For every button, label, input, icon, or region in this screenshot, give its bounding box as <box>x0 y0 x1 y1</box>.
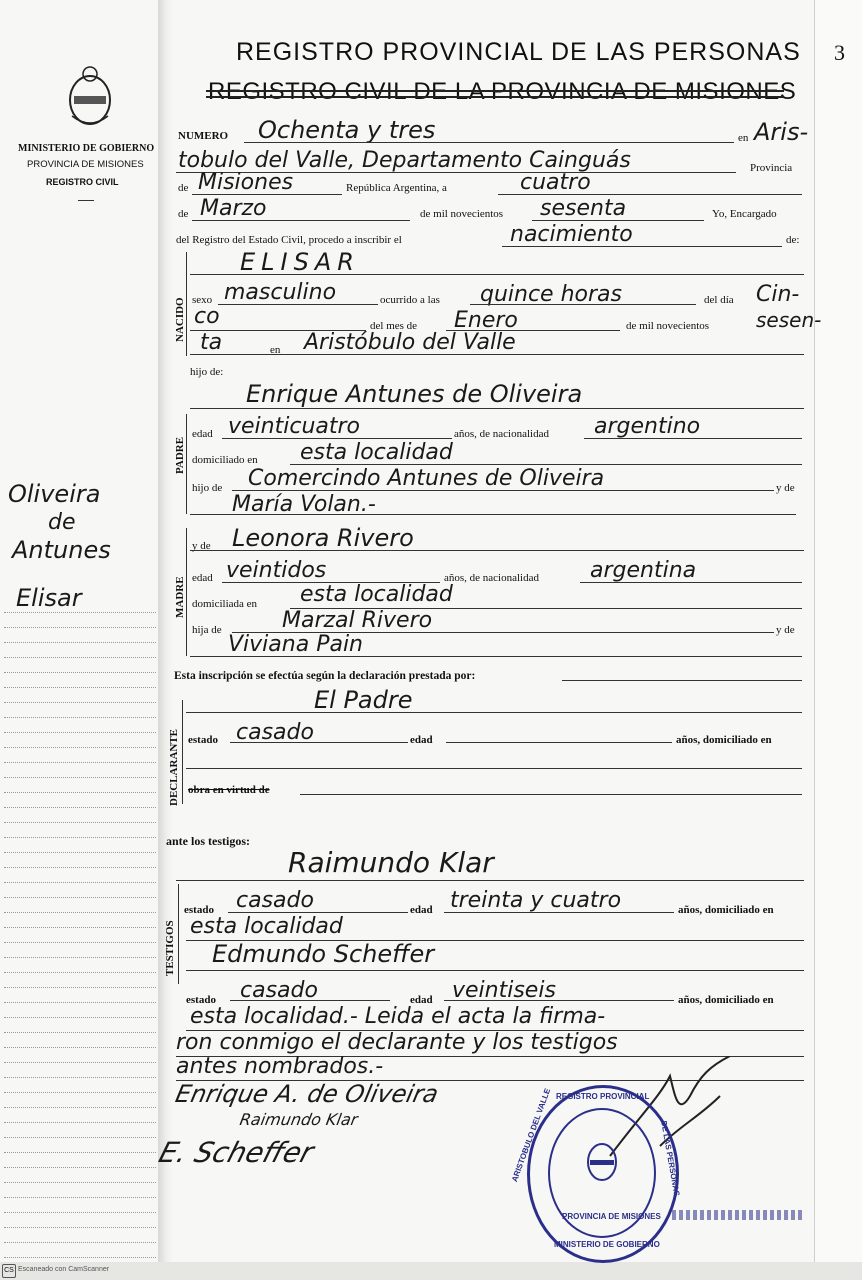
margin-ruled-line <box>4 1122 156 1123</box>
label-anios-nac: años, de nacionalidad <box>454 428 549 440</box>
label-edad3: edad <box>410 734 433 746</box>
label-inscripcion: Esta inscripción se efectúa según la declaración prestada por: <box>174 670 476 682</box>
signature-testigo2: E. Scheffer <box>155 1136 318 1169</box>
margin-ruled-line <box>4 942 156 943</box>
label-de: de <box>178 182 189 194</box>
label-del-dia: del día <box>704 294 734 306</box>
field-dia-nac-1: Cin- <box>756 282 800 307</box>
book-spine <box>158 0 172 1265</box>
margin-ruled-line <box>4 1137 156 1138</box>
field-testigo1-dom: esta localidad <box>190 914 343 939</box>
margin-note-de: de <box>48 510 76 535</box>
margin-ruled-line <box>4 747 156 748</box>
ministry-label: MINISTERIO DE GOBIERNO <box>18 143 155 154</box>
label-provincia: Provincia <box>750 162 793 174</box>
field-padre-padre: Comercindo Antunes de Oliveira <box>248 466 605 491</box>
label-ante-testigos: ante los testigos: <box>166 834 250 848</box>
field-testigo2: Edmundo Scheffer <box>212 940 435 968</box>
field-padre-nombre: Enrique Antunes de Oliveira <box>246 380 583 408</box>
field-testigo1-estado: casado <box>236 888 314 913</box>
margin-ruled-line <box>4 822 156 823</box>
field-anio-nac-2: ta <box>200 330 223 355</box>
stamp-text-left: ARISTOBULO DEL VALLE <box>510 1087 553 1184</box>
margin-note-name: Elisar <box>16 584 82 612</box>
field-declarante-estado: casado <box>236 720 314 745</box>
label-edad4: edad <box>410 904 433 916</box>
margin-ruled-line <box>4 1077 156 1078</box>
label-y-de2: y de <box>192 540 211 552</box>
field-madre-dom: esta localidad <box>300 582 453 607</box>
stamp-text-bottom: PROVINCIA DE MISIONES <box>562 1212 661 1221</box>
margin-ruled-line <box>4 882 156 883</box>
stamp-emblem-icon <box>584 1140 620 1184</box>
label-yo-encargado: Yo, Encargado <box>712 208 777 220</box>
field-madre-madre: Viviana Pain <box>228 632 363 657</box>
field-anio: sesenta <box>540 196 627 221</box>
label-de3: de: <box>786 234 800 246</box>
field-dia: cuatro <box>520 170 591 195</box>
field-cierre-3: antes nombrados.- <box>176 1054 384 1079</box>
label-del-mes: del mes de <box>370 320 418 332</box>
section-padre: PADRE <box>174 436 186 474</box>
margin-ruled-line <box>4 717 156 718</box>
section-madre: MADRE <box>174 576 186 618</box>
margin-ruled-line <box>4 792 156 793</box>
field-declarante: El Padre <box>314 686 413 714</box>
margin-ruled-line <box>4 1167 156 1168</box>
margin-note-surname: Oliveira <box>8 480 101 508</box>
field-testigo1-edad: treinta y cuatro <box>450 888 622 913</box>
field-lugar-nac: Aristóbulo del Valle <box>304 330 516 355</box>
margin-ruled-line <box>4 1017 156 1018</box>
title-strike-1 <box>206 90 784 92</box>
stamp-text-top: REGISTRO PROVINCIAL <box>556 1092 650 1101</box>
field-madre-padre: Marzal Rivero <box>282 608 433 633</box>
page-edge <box>814 0 862 1280</box>
margin-ruled-line <box>4 852 156 853</box>
title-strike-2 <box>206 96 784 98</box>
margin-ruled-line <box>4 657 156 658</box>
field-testigo1: Raimundo Klar <box>288 846 494 879</box>
field-lugar-2: tobulo del Valle, Departamento Cainguás <box>178 148 631 173</box>
margin-ruled-line <box>4 972 156 973</box>
margin-ruled-line <box>4 927 156 928</box>
margin-ruled-line <box>4 732 156 733</box>
field-numero: Ochenta y tres <box>258 116 436 144</box>
section-testigos: TESTIGOS <box>164 920 176 976</box>
label-registro: del Registro del Estado Civil, procedo a inscribir el <box>176 234 402 246</box>
margin-ruled-line <box>4 702 156 703</box>
stamp-text-right: DE LAS PERSONAS <box>659 1120 682 1197</box>
section-nacido: NACIDO <box>174 297 186 342</box>
field-provincia: Misiones <box>198 170 294 195</box>
stamp-smudge <box>672 1210 802 1220</box>
margin-ruled-line <box>4 1062 156 1063</box>
margin-ruled-line <box>4 1212 156 1213</box>
field-acto: nacimiento <box>510 222 633 247</box>
field-sexo: masculino <box>224 280 337 305</box>
page-title: REGISTRO PROVINCIAL DE LAS PERSONAS <box>236 38 801 66</box>
field-cierre-2: ron conmigo el declarante y los testigos <box>176 1030 618 1055</box>
label-sexo: sexo <box>192 294 213 306</box>
margin-ruled-line <box>4 957 156 958</box>
margin-ruled-line <box>4 1242 156 1243</box>
margin-ruled-line <box>4 897 156 898</box>
margin-ruled-line <box>4 1197 156 1198</box>
label-numero: NUMERO <box>178 130 229 142</box>
label-mil-novecientos: de mil novecientos <box>420 208 504 220</box>
section-declarante: DECLARANTE <box>168 728 180 806</box>
scan-bottom-strip <box>0 1262 862 1280</box>
margin-ruled-line <box>4 1002 156 1003</box>
field-nombre: ELISAR <box>240 248 360 276</box>
margin-ruled-line <box>4 807 156 808</box>
signature-padre: Enrique A. de Oliveira <box>173 1080 441 1108</box>
margin-ruled-line <box>4 672 156 673</box>
field-testigo2-estado: casado <box>240 978 318 1003</box>
field-madre-nombre: Leonora Rivero <box>232 524 414 552</box>
margin-ruled-line <box>4 1257 156 1258</box>
margin-ruled-line <box>4 867 156 868</box>
margin-ruled-line <box>4 777 156 778</box>
margin-ruled-line <box>4 1182 156 1183</box>
field-padre-edad: veinticuatro <box>228 414 360 439</box>
label-en: en <box>738 132 749 144</box>
field-mes-nac: Enero <box>454 308 518 333</box>
field-madre-nac: argentina <box>590 558 697 583</box>
margin-ruled-line <box>4 1047 156 1048</box>
margin-ruled-line <box>4 1152 156 1153</box>
label-domiciliado: domiciliado en <box>192 454 258 466</box>
field-dia-nac-2: co <box>194 304 220 329</box>
margin-ruled-line <box>4 642 156 643</box>
field-anio-nac-1: sesen- <box>756 308 822 332</box>
province-label: PROVINCIA DE MISIONES <box>27 159 144 170</box>
label-edad2: edad <box>192 572 213 584</box>
margin-ruled-line <box>4 912 156 913</box>
field-mes: Marzo <box>200 196 267 221</box>
label-anios-dom: años, domiciliado en <box>676 734 772 746</box>
margin-ruled-line <box>4 762 156 763</box>
field-hora: quince horas <box>480 282 622 307</box>
field-padre-madre: María Volan.- <box>232 492 376 517</box>
signature-testigo1: Raimundo Klar <box>238 1110 360 1129</box>
label-domiciliada: domiciliada en <box>192 598 258 610</box>
label-anios-nac2: años, de nacionalidad <box>444 572 539 584</box>
margin-ruled-line <box>4 1032 156 1033</box>
label-ocurrido: ocurrido a las <box>380 294 440 306</box>
page-number: 3 <box>834 40 845 65</box>
field-madre-edad: veintidos <box>226 558 327 583</box>
field-testigo2-edad: veintiseis <box>452 978 556 1003</box>
struck-title: REGISTRO CIVIL DE LA PROVINCIA DE MISIONES <box>208 78 797 105</box>
margin-ruled-line <box>4 687 156 688</box>
camscanner-icon: CS <box>2 1264 16 1278</box>
margin-note-surname2: Antunes <box>12 536 111 564</box>
margin-ruled-line <box>4 627 156 628</box>
label-obra: obra en virtud de <box>188 784 270 796</box>
margin-ruled-line <box>4 1092 156 1093</box>
margin-ruled-line <box>4 1107 156 1108</box>
label-anios-dom3: años, domiciliado en <box>678 994 774 1006</box>
label-hijo-de2: hijo de <box>192 482 223 494</box>
margin-ruled-line <box>4 987 156 988</box>
stamp-text-base: MINISTERIO DE GOBIERNO <box>554 1240 660 1249</box>
label-y-de3: y de <box>776 624 795 636</box>
field-padre-dom: esta localidad <box>300 440 453 465</box>
margin-ruled-line <box>4 1227 156 1228</box>
field-lugar-1: Aris- <box>754 118 809 146</box>
field-padre-nac: argentino <box>594 414 701 439</box>
label-en2: en <box>270 344 281 356</box>
scanner-footer: Escaneado con CamScanner <box>18 1266 110 1273</box>
label-hijo-de: hijo de: <box>190 366 224 378</box>
sidebar-divider <box>78 200 94 201</box>
margin-ruled-line <box>4 837 156 838</box>
label-estado: estado <box>188 734 218 746</box>
label-republica: República Argentina, a <box>346 182 447 194</box>
label-edad5: edad <box>410 994 433 1006</box>
label-hija-de: hija de <box>192 624 222 636</box>
coat-of-arms-icon <box>64 64 116 130</box>
label-y-de: y de <box>776 482 795 494</box>
label-estado2: estado <box>184 904 214 916</box>
label-edad: edad <box>192 428 213 440</box>
label-estado3: estado <box>186 994 216 1006</box>
margin-ruled-line <box>4 612 156 613</box>
label-de2: de <box>178 208 189 220</box>
field-cierre-1: esta localidad.- Leida el acta la firma- <box>190 1004 606 1029</box>
label-anios-dom2: años, domiciliado en <box>678 904 774 916</box>
registry-label: REGISTRO CIVIL <box>46 177 119 187</box>
label-mil-nov2: de mil novecientos <box>626 320 710 332</box>
